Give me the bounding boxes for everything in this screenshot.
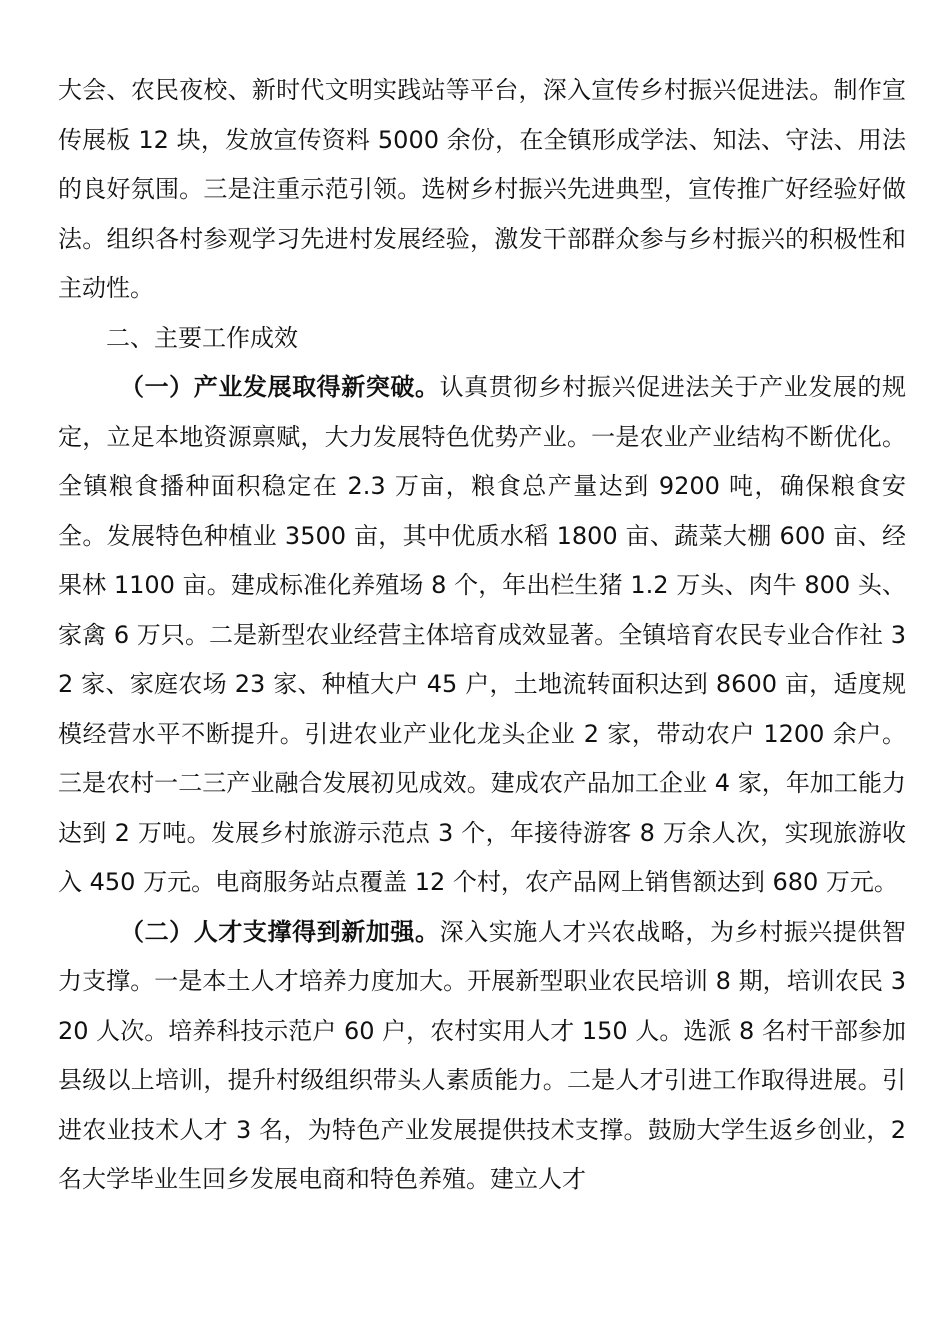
paragraph-industry-development xyxy=(58,363,906,908)
paragraph-lead-industry: （一）产业发展取得新突破。 xyxy=(120,373,440,401)
paragraph-text: 深入实施人才兴农战略，为乡村振兴提供智力支撑。一是本土人才培养力度加大。开展新型职业农民培训 8 期，培训农民 320 人次。培养科技示范户 60 户，农村实用人才 150 人。选派 8 名村干部参加县级以上培训，提升村级组织带头人素质能力。二是人才引进工作取得进展。引进农业技术人才 3 名，为特色产业发展提供技术支撑。鼓励大学生返乡创业，2 名大学毕业生回乡发展电商和特色养殖。建立人才 xyxy=(58,917,907,1193)
paragraph-lead-talent: （二）人才支撑得到新加强。 xyxy=(120,917,440,946)
section-heading-text: 二、主要工作成效 xyxy=(106,323,298,352)
section-heading-main-results xyxy=(58,314,906,364)
document-body xyxy=(58,66,906,1205)
paragraph-publicity-continued xyxy=(58,66,906,314)
paragraph-talent-support xyxy=(58,908,906,1205)
paragraph-text: 大会、农民夜校、新时代文明实践站等平台，深入宣传乡村振兴促进法。制作宣传展板 12 块，发放宣传资料 5000 余份，在全镇形成学法、知法、守法、用法的良好氛围。三是注重示范引领。选树乡村振兴先进典型，宣传推广好经验好做法。组织各村参观学习先进村发展经验，激发干部群众参与乡村振兴的积极性和主动性。 xyxy=(58,76,906,302)
paragraph-text: 认真贯彻乡村振兴促进法关于产业发展的规定，立足本地资源禀赋，大力发展特色优势产业。一是农业产业结构不断优化。全镇粮食播种面积稳定在 2.3 万亩，粮食总产量达到 9200 吨，确保粮食安全。发展特色种植业 3500 亩，其中优质水稻 1800 亩、蔬菜大棚 600 亩、经果林 1100 亩。建成标准化养殖场 8 个，年出栏生猪 1.2 万头、肉牛 800 头、家禽 6 万只。二是新型农业经营主体培育成效显著。全镇培育农民专业合作社 32 家、家庭农场 23 家、种植大户 45 户，土地流转面积达到 8600 亩，适度规模经营水平不断提升。引进农业产业化龙头企业 2 家，带动农户 1200 余户。三是农村一二三产业融合发展初见成效。建成农产品加工企业 4 家，年加工能力达到 2 万吨。发展乡村旅游示范点 3 个，年接待游客 8 万余人次，实现旅游收入 450 万元。电商服务站点覆盖 12 个村，农产品网上销售额达到 680 万元。 xyxy=(58,373,907,896)
